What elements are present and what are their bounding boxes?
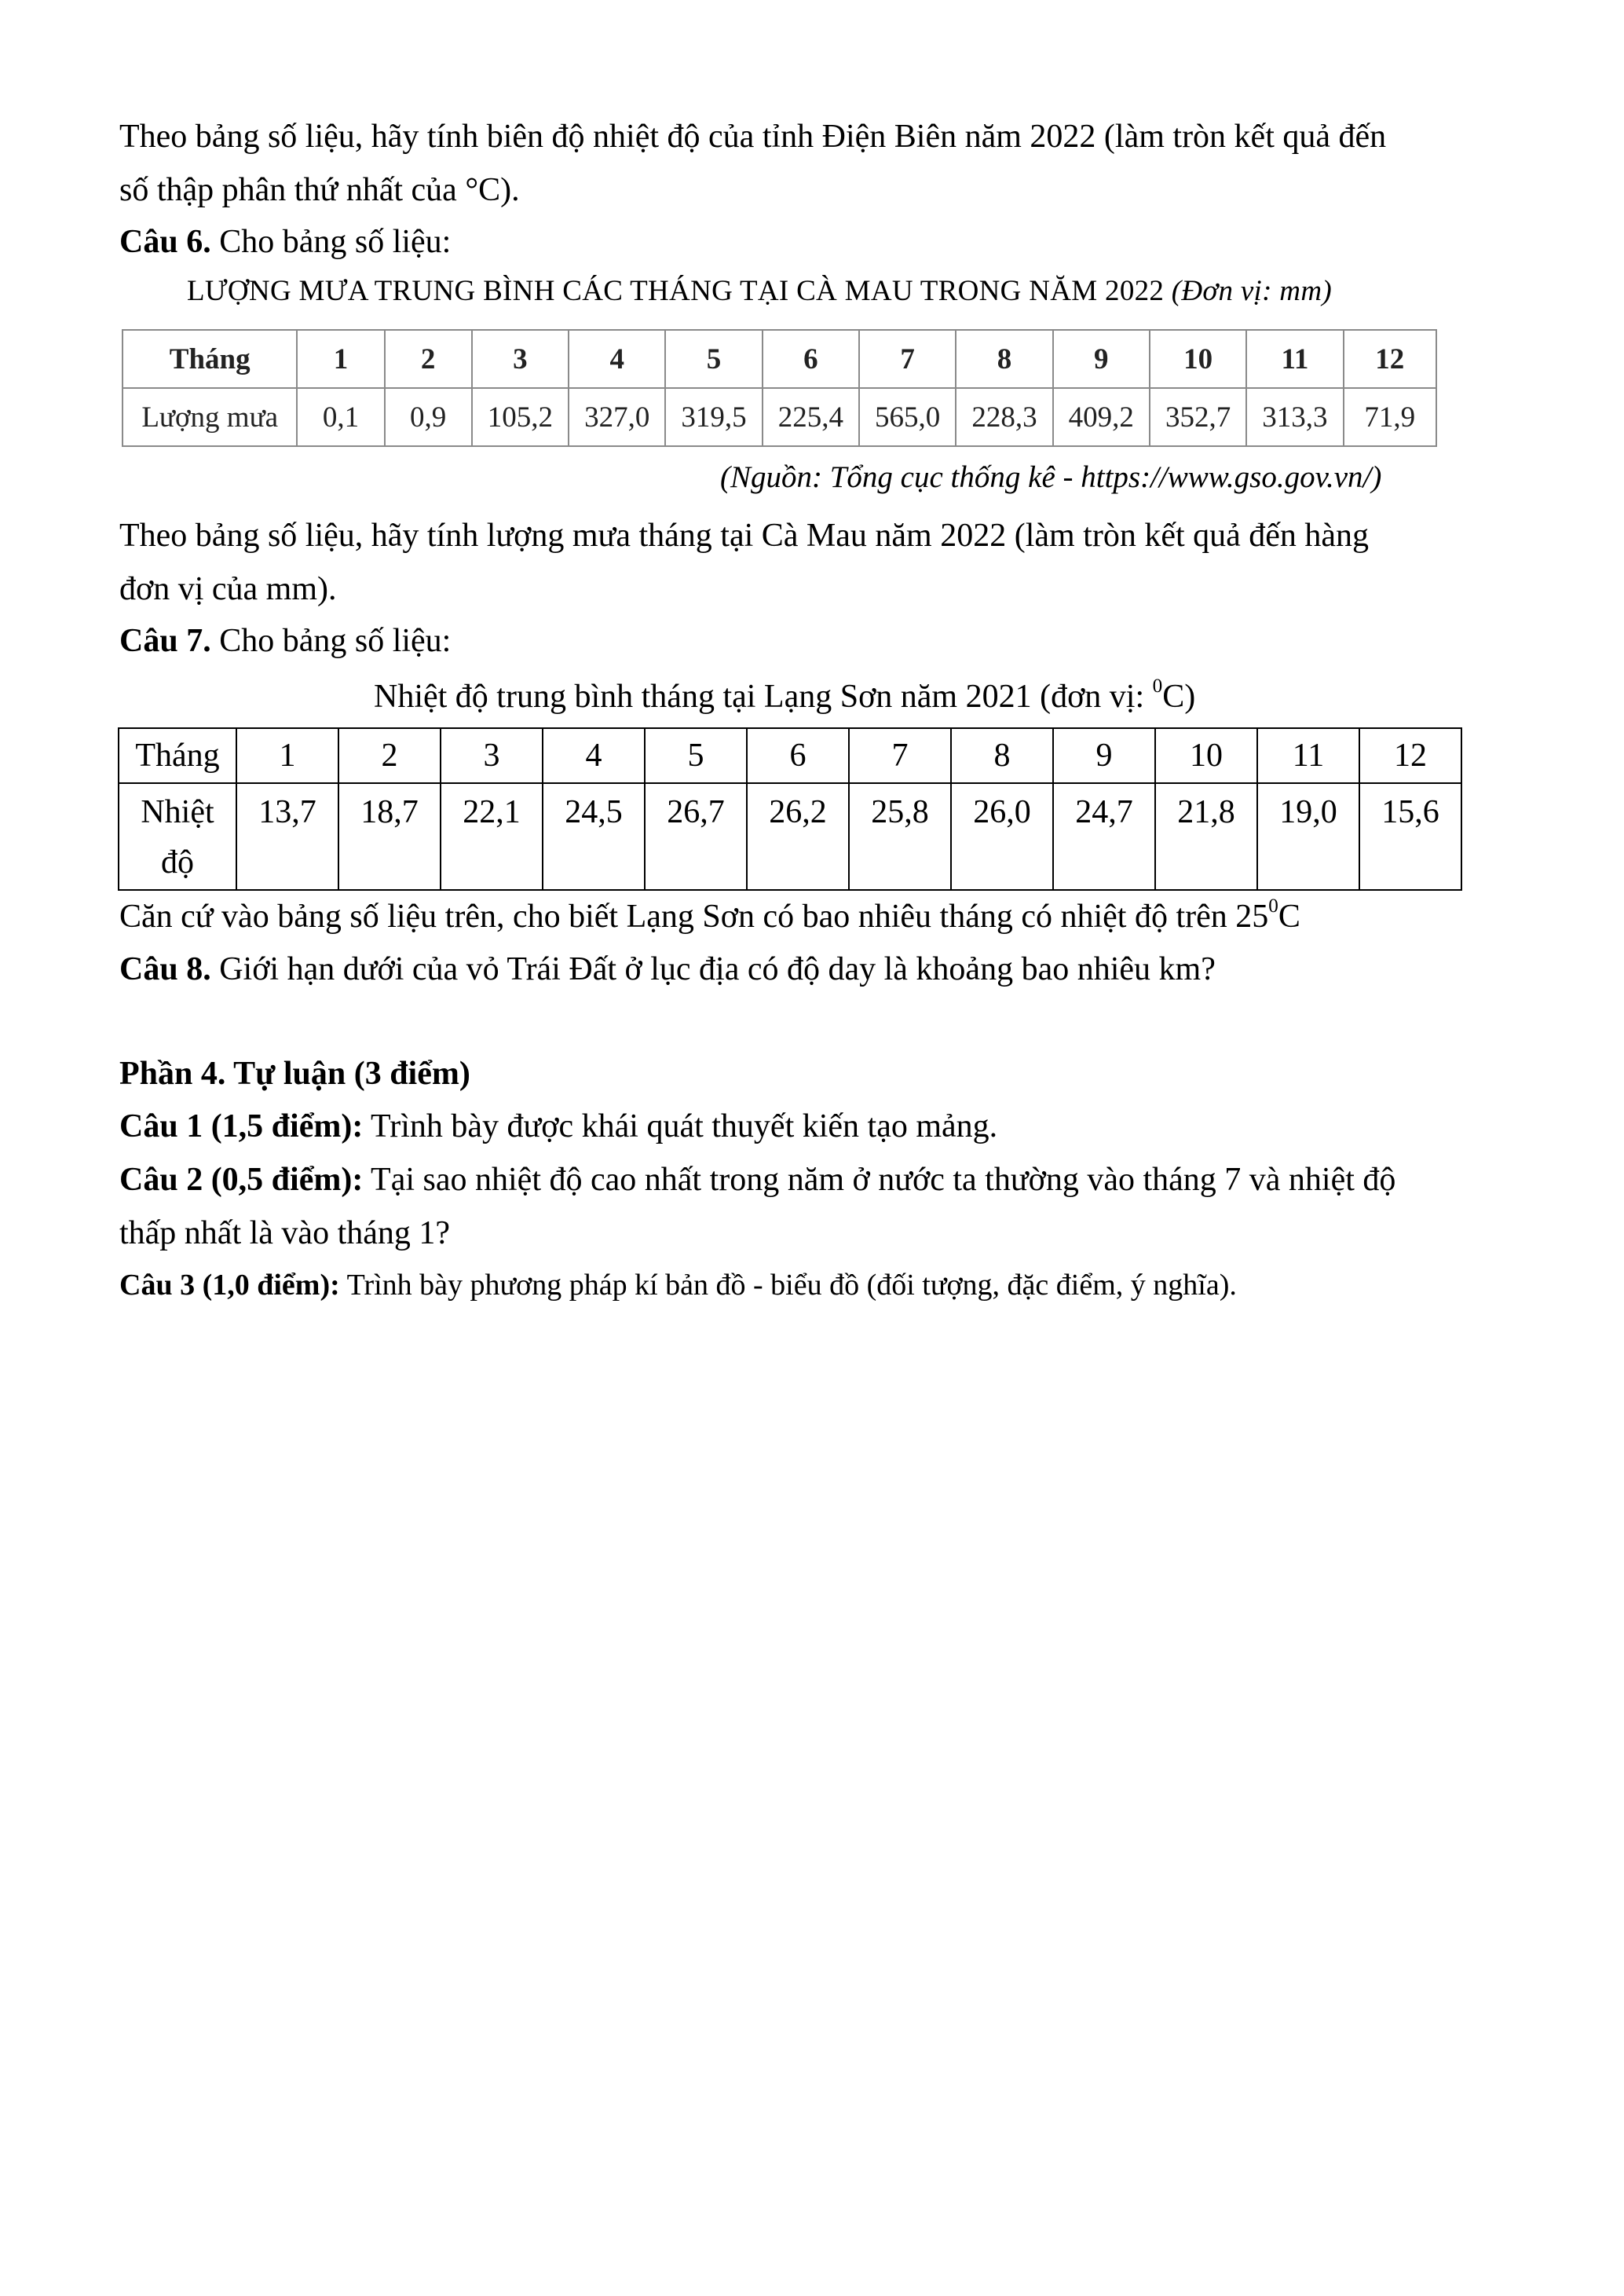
essay-question-3 bbox=[119, 1261, 1237, 1309]
temp-row-label bbox=[119, 783, 236, 890]
rain-value-cell: 0,9 bbox=[385, 388, 472, 446]
temp-month-cell: 2 bbox=[338, 728, 441, 783]
essay-question-1-text: Trình bày được khái quát thuyết kiến tạo mảng. bbox=[363, 1108, 998, 1144]
rain-header-label: Tháng bbox=[123, 330, 297, 388]
temp-caption-text: Nhiệt độ trung bình tháng tại Lạng Sơn năm 2021 (đơn vị: bbox=[374, 679, 1153, 715]
intro-line-2: số thập phân thứ nhất của °C). bbox=[119, 172, 520, 208]
temp-value-cell: 19,0 bbox=[1257, 783, 1359, 890]
question-6-line-2: đơn vị của mm). bbox=[119, 571, 337, 607]
rain-value-cell: 228,3 bbox=[956, 388, 1052, 446]
part-4-title bbox=[119, 1049, 470, 1098]
question-8-text: Giới hạn dưới của vỏ Trái Đất ở lục địa có độ day là khoảng bao nhiêu km? bbox=[210, 951, 1216, 987]
temp-month-cell: 7 bbox=[849, 728, 951, 783]
rain-row-label: Lượng mưa bbox=[123, 388, 297, 446]
temp-value-cell: 18,7 bbox=[338, 783, 441, 890]
temp-value-cell: 26,0 bbox=[951, 783, 1053, 890]
temp-month-cell: 3 bbox=[441, 728, 543, 783]
essay-question-2-text: Tại sao nhiệt độ cao nhất trong năm ở nước ta thường vào tháng 7 và nhiệt độ bbox=[363, 1162, 1396, 1198]
question-8 bbox=[119, 945, 1216, 994]
temp-value-cell: 24,7 bbox=[1053, 783, 1155, 890]
rain-month-cell: 7 bbox=[859, 330, 956, 388]
question-7-question-text: Căn cứ vào bảng số liệu trên, cho biết Lạng Sơn có bao nhiêu tháng có nhiệt độ trên 25 bbox=[119, 899, 1269, 935]
essay-question-3-label: Câu 3 (1,0 điểm): bbox=[119, 1269, 340, 1302]
temp-value-cell: 21,8 bbox=[1155, 783, 1257, 890]
essay-question-1-label: Câu 1 (1,5 điểm): bbox=[119, 1108, 364, 1144]
rain-month-cell: 8 bbox=[956, 330, 1052, 388]
temp-row-label-line-1: Nhiệt bbox=[141, 794, 214, 830]
intro-line-1: Theo bảng số liệu, hãy tính biên độ nhiệt độ của tỉnh Điện Biên năm 2022 (làm tròn kết quả đến bbox=[119, 119, 1387, 155]
rain-value-cell: 327,0 bbox=[569, 388, 665, 446]
question-7-text: Cho bảng số liệu: bbox=[210, 623, 452, 659]
temperature-table-caption bbox=[374, 673, 1195, 720]
rain-value-cell: 313,3 bbox=[1246, 388, 1343, 446]
temp-month-cell: 4 bbox=[543, 728, 645, 783]
temp-month-cell: 6 bbox=[747, 728, 849, 783]
temp-value-cell: 24,5 bbox=[543, 783, 645, 890]
temp-value-cell: 13,7 bbox=[236, 783, 338, 890]
rain-value-cell: 71,9 bbox=[1344, 388, 1436, 446]
rain-month-cell: 3 bbox=[472, 330, 569, 388]
rain-caption-title: LƯỢNG MƯA TRUNG BÌNH CÁC THÁNG TẠI CÀ MAU TRONG NĂM 2022 bbox=[187, 275, 1172, 307]
question-7-label: Câu 7. bbox=[119, 623, 211, 659]
rain-table-header-row bbox=[123, 330, 1436, 388]
rain-month-cell: 5 bbox=[665, 330, 762, 388]
temp-month-cell: 12 bbox=[1359, 728, 1461, 783]
temp-month-cell: 1 bbox=[236, 728, 338, 783]
rain-month-cell: 9 bbox=[1053, 330, 1150, 388]
temp-table-value-row bbox=[119, 783, 1461, 890]
temp-row-label-line-2: độ bbox=[161, 844, 194, 881]
rain-value-cell: 225,4 bbox=[763, 388, 859, 446]
rain-value-cell: 409,2 bbox=[1053, 388, 1150, 446]
rain-table-source: (Nguồn: Tổng cục thống kê - https://www.gso.gov.vn/) bbox=[720, 460, 1382, 494]
temp-value-cell: 22,1 bbox=[441, 783, 543, 890]
temp-table-header-row bbox=[119, 728, 1461, 783]
essay-question-2-line-2: thấp nhất là vào tháng 1? bbox=[119, 1215, 451, 1251]
temp-month-cell: 9 bbox=[1053, 728, 1155, 783]
question-7-degree: 0 bbox=[1268, 895, 1278, 917]
rain-month-cell: 10 bbox=[1150, 330, 1246, 388]
rain-table bbox=[122, 329, 1437, 447]
question-8-label: Câu 8. bbox=[119, 951, 211, 987]
rain-caption-unit: (Đơn vị: mm) bbox=[1171, 275, 1332, 307]
question-6-label: Câu 6. bbox=[119, 224, 211, 260]
rain-value-cell: 0,1 bbox=[297, 388, 384, 446]
rain-month-cell: 2 bbox=[385, 330, 472, 388]
temp-caption-unit: C) bbox=[1162, 679, 1196, 715]
question-7-unit: C bbox=[1278, 899, 1300, 935]
temp-month-cell: 11 bbox=[1257, 728, 1359, 783]
temp-caption-degree: 0 bbox=[1152, 676, 1163, 698]
rain-month-cell: 4 bbox=[569, 330, 665, 388]
temp-month-cell: 5 bbox=[645, 728, 747, 783]
rain-value-cell: 565,0 bbox=[859, 388, 956, 446]
temp-value-cell: 15,6 bbox=[1359, 783, 1461, 890]
temp-month-cell: 8 bbox=[951, 728, 1053, 783]
rain-month-cell: 11 bbox=[1246, 330, 1343, 388]
question-6-heading bbox=[119, 218, 451, 266]
question-7-question bbox=[119, 892, 1300, 941]
temperature-table bbox=[118, 727, 1462, 891]
temp-value-cell: 26,7 bbox=[645, 783, 747, 890]
temp-value-cell: 25,8 bbox=[849, 783, 951, 890]
essay-question-3-text: Trình bày phương pháp kí bản đồ - biểu đồ (đối tượng, đặc điểm, ý nghĩa). bbox=[339, 1269, 1237, 1302]
rain-value-cell: 319,5 bbox=[665, 388, 762, 446]
rain-month-cell: 1 bbox=[297, 330, 384, 388]
essay-question-2 bbox=[119, 1155, 1395, 1204]
rain-month-cell: 12 bbox=[1344, 330, 1436, 388]
temp-header-label: Tháng bbox=[119, 728, 236, 783]
temp-value-cell: 26,2 bbox=[747, 783, 849, 890]
rain-table-caption bbox=[187, 271, 1332, 312]
essay-question-1 bbox=[119, 1102, 997, 1151]
temp-month-cell: 10 bbox=[1155, 728, 1257, 783]
question-6-text: Cho bảng số liệu: bbox=[210, 224, 452, 260]
rain-table-value-row bbox=[123, 388, 1436, 446]
rain-value-cell: 352,7 bbox=[1150, 388, 1246, 446]
rain-month-cell: 6 bbox=[763, 330, 859, 388]
question-6-line-1: Theo bảng số liệu, hãy tính lượng mưa tháng tại Cà Mau năm 2022 (làm tròn kết quả đến hàng bbox=[119, 518, 1370, 554]
essay-question-2-label: Câu 2 (0,5 điểm): bbox=[119, 1162, 364, 1198]
part-4-title-text: Phần 4. Tự luận (3 điểm) bbox=[119, 1056, 470, 1092]
question-7-heading bbox=[119, 617, 451, 665]
rain-value-cell: 105,2 bbox=[472, 388, 569, 446]
